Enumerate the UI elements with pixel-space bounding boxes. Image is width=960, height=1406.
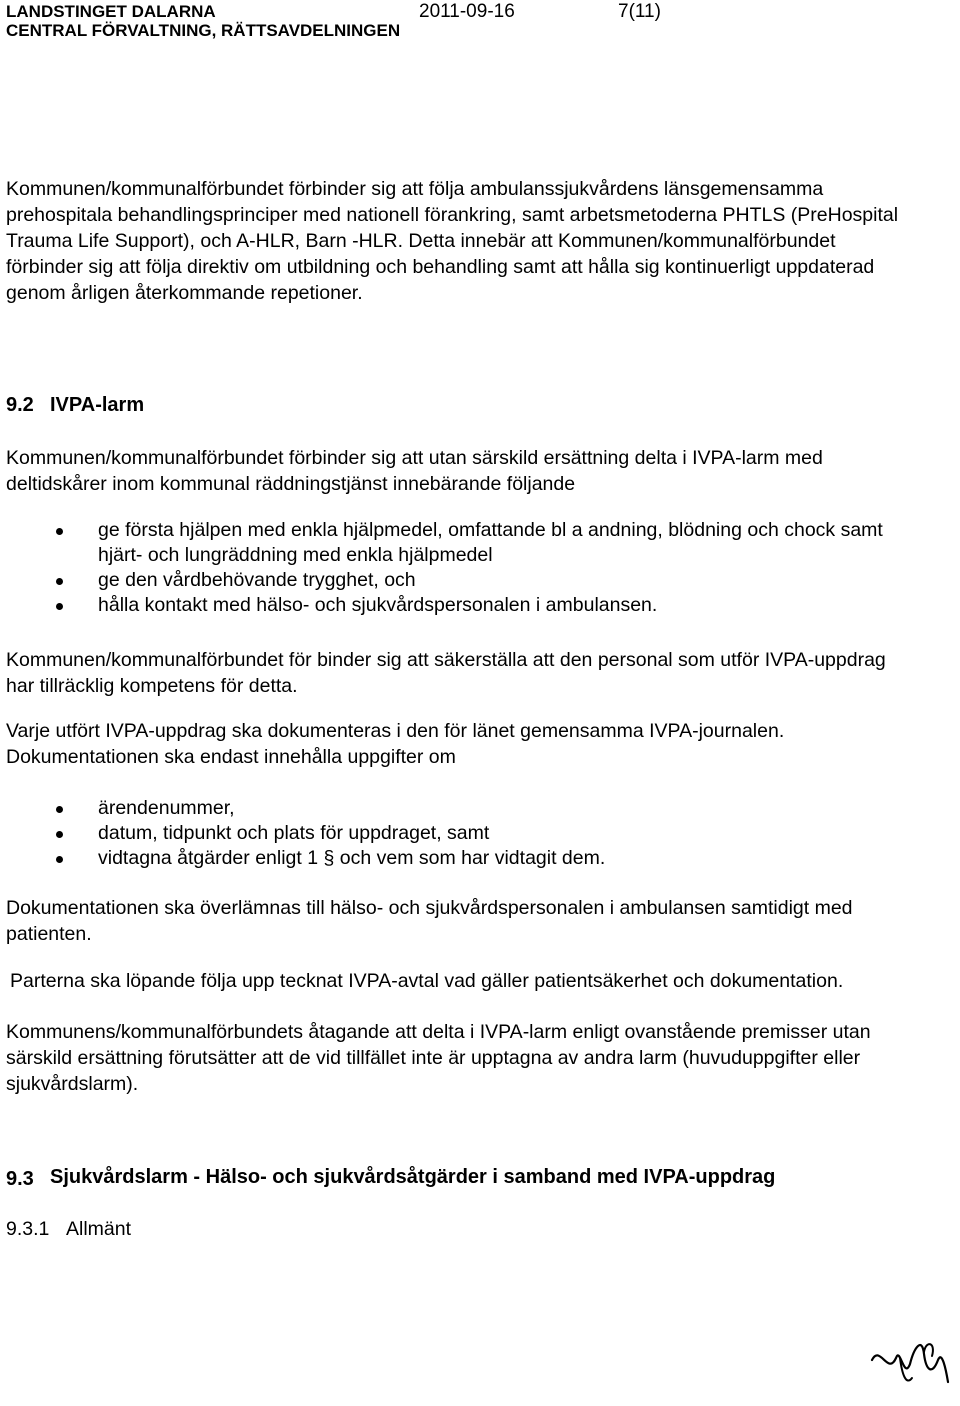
list-item: vidtagna åtgärder enligt 1 § och vem som har vidtagit dem.	[50, 846, 890, 871]
list-item: ge första hjälpen med enkla hjälpmedel, omfattande bl a andning, blödning och chock samt hjärt- och lungräddning med enkla hjälpmedel	[50, 518, 890, 568]
bullet-list-first-aid	[50, 518, 890, 618]
intro-paragraph: Kommunen/kommunalförbundet förbinder sig att följa ambulanssjukvårdens länsgemensamma prehospitala behandlingsprinciper med nationell förankring, samt arbetsmetoderna PHTLS (PreHospital Trauma Life Support), och A-HLR, Barn -HLR. Detta innebär att Kommunen/kommunalförbundet förbinder sig att följa direktiv om utbildning och behandling samt att hålla sig kontinuerligt uppdaterad genom årligen återkommande repetioner.	[6, 178, 899, 304]
section-9-2-paragraph-6: Kommunens/kommunalförbundets åtagande att delta i IVPA-larm enligt ovanstående premisser utan särskild ersättning förutsätter att de vid tillfället inte är upptagna av andra larm (huvuduppgifter eller sjukvårdslarm).	[6, 1021, 871, 1095]
section-9-3-title: Sjukvårdslarm - Hälso- och sjukvårdsåtgärder i samband med IVPA-uppdrag	[50, 1166, 776, 1188]
section-9-2-paragraph-4: Dokumentationen ska överlämnas till hälso- och sjukvårdspersonalen i ambulansen samtidigt med patienten.	[6, 897, 853, 945]
handwritten-signature	[866, 1330, 950, 1396]
section-9-2-title: IVPA-larm	[50, 394, 145, 416]
section-9-2-paragraph-1: Kommunen/kommunalförbundet förbinder sig att utan särskild ersättning delta i IVPA-larm med deltidskårer inom kommunal räddningstjänst innebärande följande	[6, 447, 823, 495]
section-9-3-number: 9.3	[6, 1168, 34, 1190]
header-organization: LANDSTINGET DALARNA	[6, 2, 216, 21]
section-9-3-1-title: Allmänt	[66, 1218, 132, 1240]
list-item: datum, tidpunkt och plats för uppdraget, samt	[50, 821, 890, 846]
section-9-2-paragraph-3: Varje utfört IVPA-uppdrag ska dokumenteras i den för länet gemensamma IVPA-journalen. Dokumentationen ska endast innehålla uppgifter om	[6, 720, 785, 768]
header-department: CENTRAL FÖRVALTNING, RÄTTSAVDELNINGEN	[6, 21, 401, 40]
list-item: ärendenummer,	[50, 796, 890, 821]
header-date: 2011-09-16	[419, 1, 515, 22]
section-9-2-paragraph-2: Kommunen/kommunalförbundet för binder sig att säkerställa att den personal som utför IVPA-uppdrag har tillräcklig kompetens för detta.	[6, 649, 886, 697]
list-item: hålla kontakt med hälso- och sjukvårdspersonalen i ambulansen.	[50, 593, 890, 618]
section-9-2-number: 9.2	[6, 394, 34, 416]
section-9-2-paragraph-5: Parterna ska löpande följa upp tecknat IVPA-avtal vad gäller patientsäkerhet och dokumentation.	[10, 970, 844, 992]
bullet-list-documentation	[50, 796, 890, 871]
header-page-number: 7(11)	[618, 1, 661, 22]
list-item: ge den vårdbehövande trygghet, och	[50, 568, 890, 593]
section-9-3-1-number: 9.3.1	[6, 1218, 50, 1240]
